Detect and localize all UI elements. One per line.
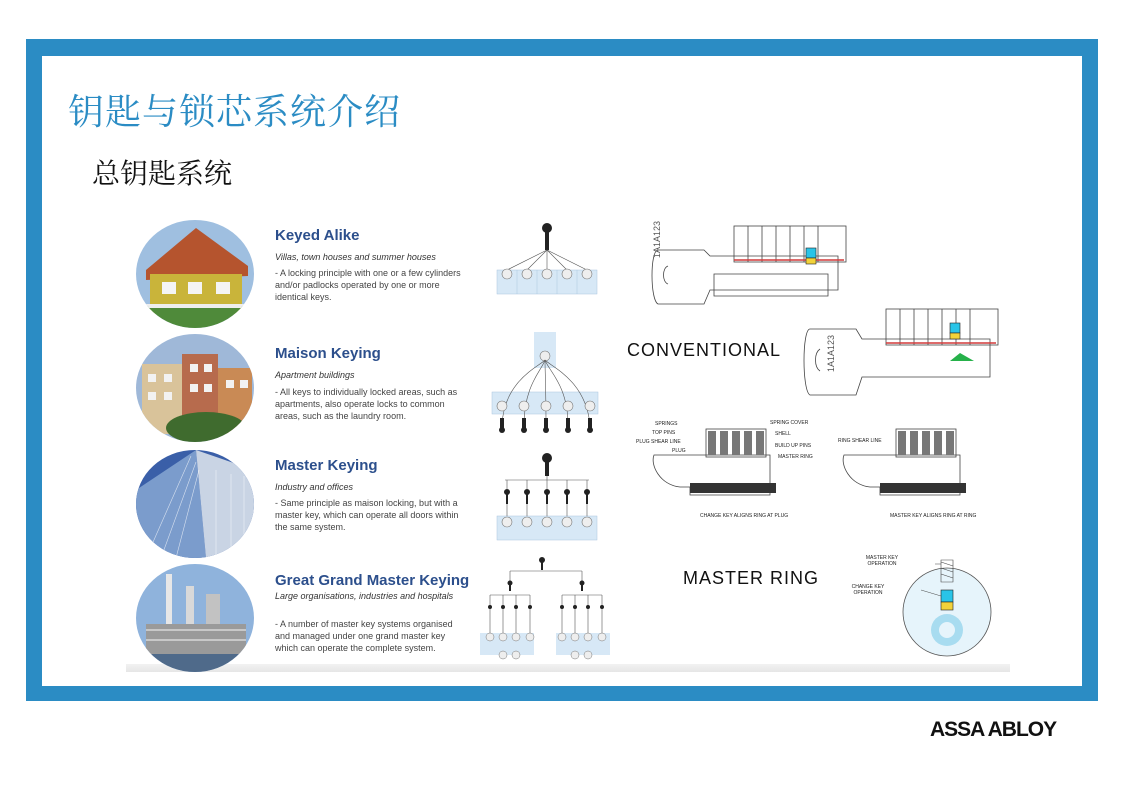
item-subtitle-master-keying: Industry and offices: [275, 482, 354, 492]
maison-keying-diagram: [490, 330, 600, 436]
key-code-1: 1A1A123: [652, 220, 662, 258]
item-subtitle-maison-keying: Apartment buildings: [275, 370, 355, 380]
label-shell: SHELL: [775, 431, 791, 437]
label-ring-shear-line: RING SHEAR LINE: [838, 438, 882, 444]
label-change-key-operation: CHANGE KEY OPERATION: [851, 584, 885, 596]
item-title-master-keying: Master Keying: [275, 457, 378, 474]
label-master-ring: MASTER RING: [778, 454, 813, 460]
conventional-label: CONVENTIONAL: [627, 340, 782, 360]
label-top-pins: TOP PINS: [652, 430, 676, 436]
master-ring-section-drawing: [895, 552, 1000, 657]
apartment-photo: [136, 334, 254, 442]
great-grand-master-diagram: [470, 555, 620, 667]
keyed-alike-diagram: [495, 220, 599, 298]
office-photo: [136, 450, 254, 558]
item-subtitle-keyed-alike: Villas, town houses and summer houses: [275, 252, 436, 262]
master-keying-diagram: [495, 450, 599, 544]
item-title-great-grand-master-keying: Great Grand Master Keying: [275, 572, 470, 589]
caption-change-key-aligns: CHANGE KEY ALIGNS RING AT PLUG: [700, 513, 789, 519]
label-master-key-operation: MASTER KEY OPERATION: [865, 555, 899, 567]
brand-logo-text: ASSA ABLOY: [930, 718, 1057, 741]
villa-photo: [136, 220, 254, 328]
item-description-maison-keying: - All keys to individually locked areas, such as apartments, also operate locks to common areas, such as the laundry room.: [275, 387, 458, 421]
item-subtitle-great-grand-master-keying: Large organisations, industries and hospitals: [275, 591, 454, 601]
item-description-master-keying: - Same principle as maison locking, but with a master key, which can operate all doors within the same system.: [275, 498, 459, 532]
key-code-2: 1A1A123: [826, 334, 836, 372]
slide-subtitle: 总钥匙系统: [92, 157, 233, 190]
item-title-maison-keying: Maison Keying: [275, 345, 381, 362]
item-description-great-grand-master-keying: - A number of master key systems organised and managed under one grand master key which can operate the complete system.: [275, 619, 453, 653]
label-spring-cover: SPRING COVER: [770, 420, 809, 426]
label-plug-shear-line: PLUG SHEAR LINE: [636, 439, 681, 445]
slide-title: 钥匙与锁芯系统介绍: [68, 92, 402, 133]
caption-master-key-aligns: MASTER KEY ALIGNS RING AT RING: [890, 513, 977, 519]
item-title-keyed-alike: Keyed Alike: [275, 227, 360, 244]
label-plug: PLUG: [672, 448, 686, 454]
master-ring-label: MASTER RING: [683, 568, 820, 588]
industry-photo: [136, 564, 254, 672]
label-springs: SPRINGS: [655, 421, 678, 427]
item-description-keyed-alike: - A locking principle with one or a few cylinders and/or padlocks operated by one or more identical keys.: [275, 268, 461, 302]
label-build-up-pins: BUILD UP PINS: [775, 443, 812, 449]
